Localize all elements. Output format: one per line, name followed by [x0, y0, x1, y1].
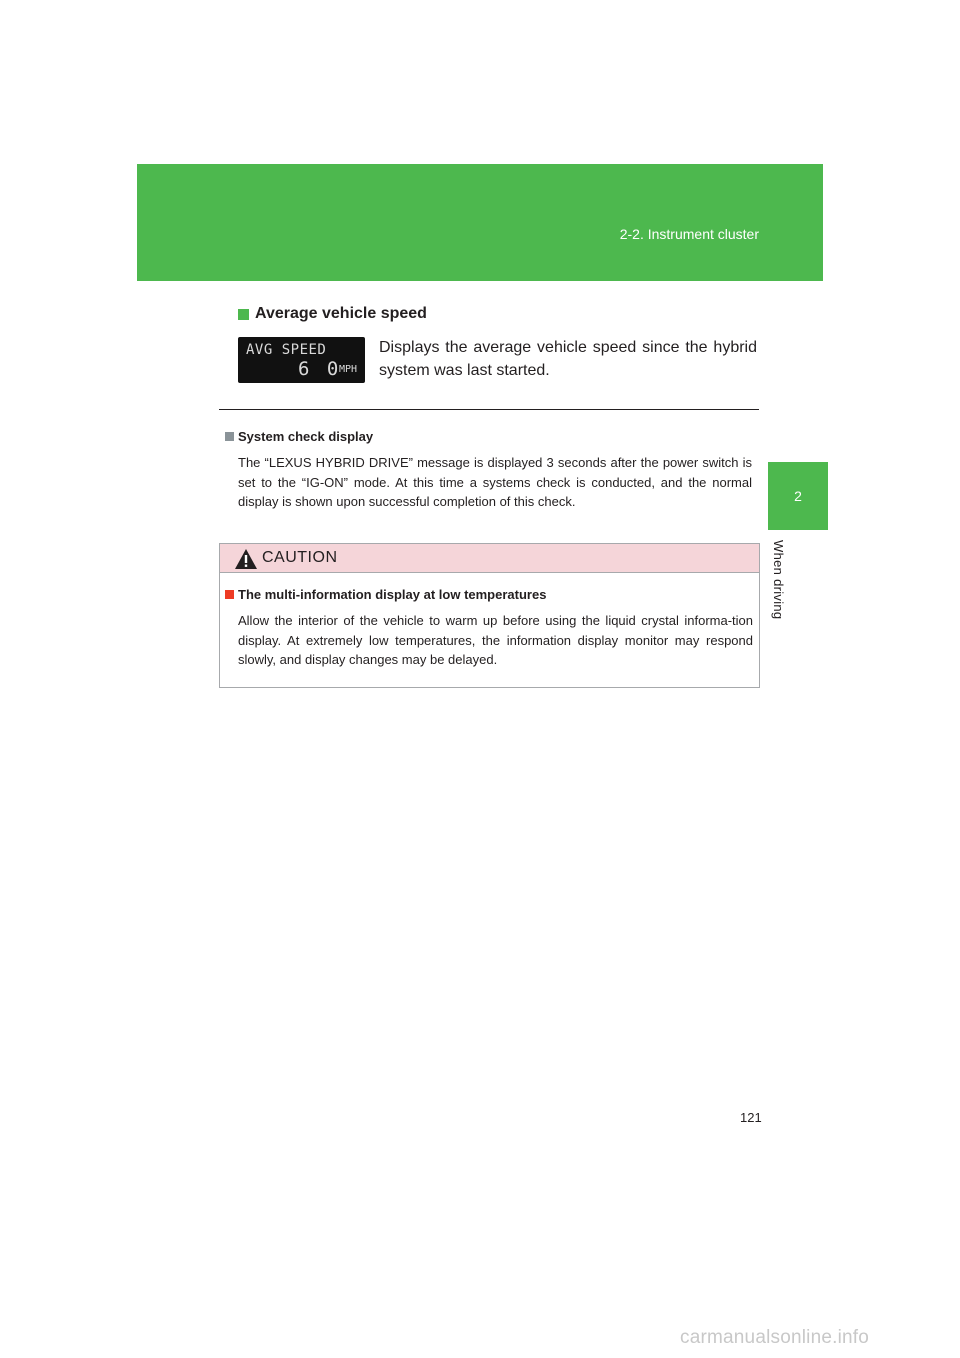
system-check-body: The “LEXUS HYBRID DRIVE” message is displayed 3 seconds after the power switch is set to the “IG-ON” mode. At this time a systems check is conducted, and the normal display is shown upon successful completion of this check. — [238, 455, 752, 509]
watermark: carmanualsonline.info — [680, 1327, 870, 1348]
green-square-bullet-icon — [238, 309, 249, 320]
gray-square-bullet-icon — [225, 432, 234, 441]
avg-speed-heading — [238, 305, 427, 323]
caution-box — [219, 543, 760, 688]
chapter-tab: 2 — [768, 462, 828, 530]
display-unit: MPH — [338, 364, 357, 375]
avg-speed-display — [238, 337, 365, 383]
caution-body: Allow the interior of the vehicle to warm up before using the liquid crystal informa-tion display. At extremely low temperatures, the information display monitor may respond slowly, and display changes may be delayed. — [238, 613, 753, 667]
red-square-bullet-icon — [225, 590, 234, 599]
display-value: 6 0 — [298, 358, 342, 380]
caution-title: CAUTION — [262, 549, 338, 566]
caution-header — [220, 544, 759, 573]
caution-subheading-text: The multi-information display at low temperatures — [238, 587, 547, 602]
system-check-heading — [225, 429, 373, 444]
avg-speed-heading-text: Average vehicle speed — [255, 305, 427, 322]
system-check-heading-text: System check display — [238, 429, 374, 444]
warning-triangle-icon — [234, 548, 258, 570]
avg-speed-description: Displays the average vehicle speed since the hybrid system was last started. — [379, 339, 757, 379]
section-divider — [219, 409, 759, 410]
caution-subheading — [225, 587, 546, 602]
header-band — [137, 164, 823, 281]
page-number: 121 — [740, 1110, 762, 1125]
display-label: AVG SPEED — [246, 342, 327, 358]
section-title: 2-2. Instrument cluster — [619, 226, 759, 242]
chapter-title: When driving — [771, 540, 786, 620]
